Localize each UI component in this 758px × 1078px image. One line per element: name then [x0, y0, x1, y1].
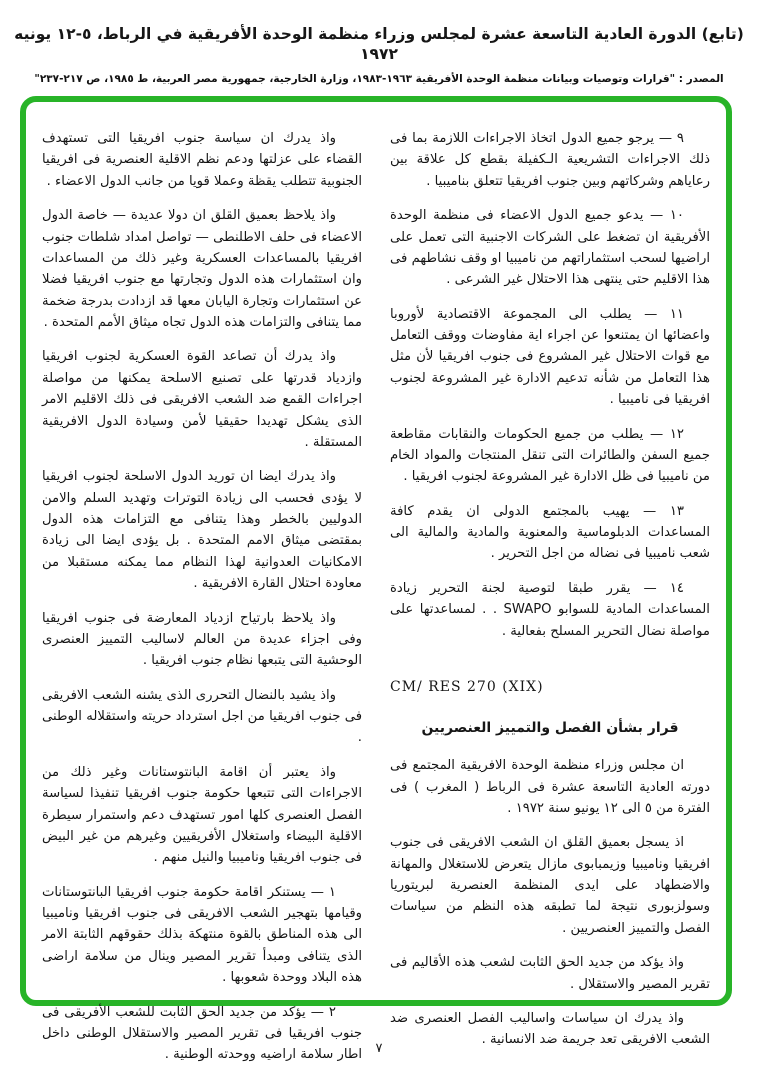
paragraph-12: ١٢ — يطلب من جميع الحكومات والنقابات مقاطعة جميع السفن والطائرات التى تنقل المنتجات والمواد الخام من ناميبيا فى ظل الادارة غير المشروعة لجنوب افريقيا . — [390, 426, 710, 485]
resolution-preamble-1: ان مجلس وزراء منظمة الوحدة الافريقية المجتمع فى دورته العادية التاسعة عشرة فى الرباط ( المغرب ) فى الفترة من ٥ الى ١٢ يونيو سنة ١٩٧٢ . — [390, 758, 710, 816]
page-number: ٧ — [375, 1041, 383, 1056]
column-left — [42, 128, 362, 1063]
source-line: المصدر : "قرارات وتوصيات وبيانات منظمة الوحدة الأفريقية ١٩٦٣-١٩٨٣، وزارة الخارجية، جمهورية مصر العربية، ط ١٩٨٥، ص ٢١٧-٢٣٧" — [34, 73, 724, 86]
paragraph-14: ١٤ — يقرر طبقا لتوصية لجنة التحرير زيادة المساعدات المادية للسوابو SWAPO . . لمساعدتها على مواصلة نضال التحرير المسلح بفعالية . — [390, 580, 710, 639]
left-paragraph-7: واذ يعتبر أن اقامة البانتوستانات وغير ذلك من الاجراءات التى تتبعها حكومة جنوب افريقيا تنفيذا لسياسة الفصل العنصرى كلها امور تستهدف دعم واستمرار سيطرة الاقلية البيضاء واستغلال الأفريقيين وغيرهم من غير البيض فى جنوب افريقيا وناميبيا والنيل منهم . — [42, 764, 362, 866]
resolution-preamble-2: اذ يسجل بعميق القلق ان الشعب الافريقى فى جنوب افريقيا وناميبيا وزيمبابوى مازال يتعرض للاستغلال والمهانة والاضطهاد على ايدى المنظمة العنصرية لبريتوريا وسولزبورى نتيجة لما تطبقه هذه النظم من سياسات الفصل والتمييز العنصريين . — [390, 835, 710, 936]
column-right — [390, 128, 710, 1048]
resolution-preamble-3: واذ يؤكد من جديد الحق الثابت لشعب هذه الأقاليم فى تقرير المصير والاستقلال . — [390, 955, 710, 992]
left-paragraph-4: واذ يدرك ايضا ان توريد الدول الاسلحة لجنوب افريقيا لا يؤدى فحسب الى زيادة التوترات وتهديد السلم والامن الدوليين بالخطر وهذا يتنافى مع التزامات هذه الدول بمقتضى ميثاق الامم المتحدة . بل يؤدى ايضا الى زيادة الامكانيات العدوانية لهذا النظام مما يمكنه مستقبلا من معاودة احتلال القارة الافريقية . — [42, 469, 362, 592]
left-paragraph-3: واذ يدرك أن تصاعد القوة العسكرية لجنوب افريقيا وازدياد قدرتها على تصنيع الاسلحة يمكنها من مواصلة اجراءات القمع ضد الشعب الافريقى فى ذلك الاقليم الامر الذى يشكل تهديدا حقيقيا لأمن وسيادة الدول الافريقية المستقلة . — [42, 349, 362, 450]
paragraph-9: ٩ — يرجو جميع الدول اتخاذ الاجراءات اللازمة بما فى ذلك الاجراءات التشريعية الـكفيلة بقطع كل علاقة بين رعاياهم وشركاتهم وبين جنوب افريقيا تتعلق بناميبيا . — [390, 131, 710, 189]
session-title: (تابع) الدورة العادية التاسعة عشرة لمجلس وزراء منظمة الوحدة الأفريقية في الرباط، ٥-١٢ يونيه ١٩٧٢ — [14, 25, 744, 64]
left-paragraph-2: واذ يلاحظ بعميق القلق ان دولا عديدة — خاصة الدول الاعضاء فى حلف الاطلنطى — تواصل امداد شلطات جنوب افريقيا بالمساعدات العسكرية وغير ذلك من المساعدات وان استثمارات هذه الدول وتجارتها مع جنوب افريقيا فضلا عن استثمارات وتجارة اليابان معها قد ازدادت بدرجة ضخمة مما يتنافى والتزامات هذه الدول تجاه ميثاق الأمم المتحدة . — [42, 208, 362, 330]
paragraph-11: ١١ — يطلب الى المجموعة الاقتصادية لأوروبا واعضائها ان يمتنعوا عن اجراء اية مفاوضات ووقف التعامل مع قوات الاحتلال غير المشروع فى جنوب افريقيا لأن مثل هذا التعامل من شأنه تدعيم الادارة غير المشروعة لجنوب افريقيا فى ناميبيا . — [390, 306, 710, 408]
left-paragraph-5: واذ يلاحظ بارتياح ازدياد المعارضة فى جنوب افريقيا وفى اجزاء عديدة من العالم لاساليب التمييز العنصرى الوحشية التى يتبعها نظام جنوب افريقيا . — [42, 610, 362, 669]
resolution-heading: قرار بشأن الفصل والتمييز العنصريين — [421, 719, 679, 736]
green-border-box — [20, 96, 732, 1063]
left-paragraph-1: واذ يدرك ان سياسة جنوب افريقيا التى تستهدف القضاء على عزلتها ودعم نظم الاقلية العنصرية فى افريقيا الجنوبية تتطلب يقظة وعملا قويا من جانب الدول الاعضاء . — [42, 131, 362, 189]
resolution-preamble-4: واذ يدرك ان سياسات واساليب الفصل العنصرى ضد الشعب الافريقى تعد جريمة ضد الانسانية . — [390, 1010, 710, 1048]
text-columns — [26, 102, 726, 1063]
page-header — [0, 0, 758, 85]
paragraph-13: ١٣ — يهيب بالمجتمع الدولى ان يقدم كافة المساعدات الدبلوماسية والمعنوية والمادية والمالية الى شعب ناميبيا فى نضاله من اجل التحرير . — [390, 503, 710, 562]
left-paragraph-6: واذ يشيد بالنضال التحررى الذى يشنه الشعب الافريقى فى جنوب افريقيا من اجل استرداد حريته واستقلاله الوطنى . — [42, 687, 362, 746]
resolution-code: CM/ RES 270 (XIX) — [390, 678, 544, 695]
paragraph-10: ١٠ — يدعو جميع الدول الاعضاء فى منظمة الوحدة الأفريقية ان تضغط على الشركات الاجنبية التى تعمل على اراضيها لسحب استثماراتهم من ناميبيا او وقف نشاطهم فى هذا الاقليم حتى ينتهى هذا الاحتلال غير الشرعى . — [390, 208, 710, 288]
left-paragraph-9: ٢ — يؤكد من جديد الحق الثابت للشعب الأفريقى فى جنوب افريقيا فى تقرير المصير والاستقلال الوطنى داخل اطار سلامة اراضيه ووحدته الوطنية . — [42, 1004, 362, 1063]
left-paragraph-8: ١ — يستنكر اقامة حكومة جنوب افريقيا البانتوستانات وقيامها بتهجير الشعب الافريقى فى جنوب افريقيا وناميبيا الى هذه المناطق بالقوة منتهكة بذلك حقوقهم الثابتة الامر الذى يتنافى ومبدأ تقرير المصير وينال من سلامة اراضى هذه البلاد ووحدة شعوبها . — [42, 884, 362, 986]
